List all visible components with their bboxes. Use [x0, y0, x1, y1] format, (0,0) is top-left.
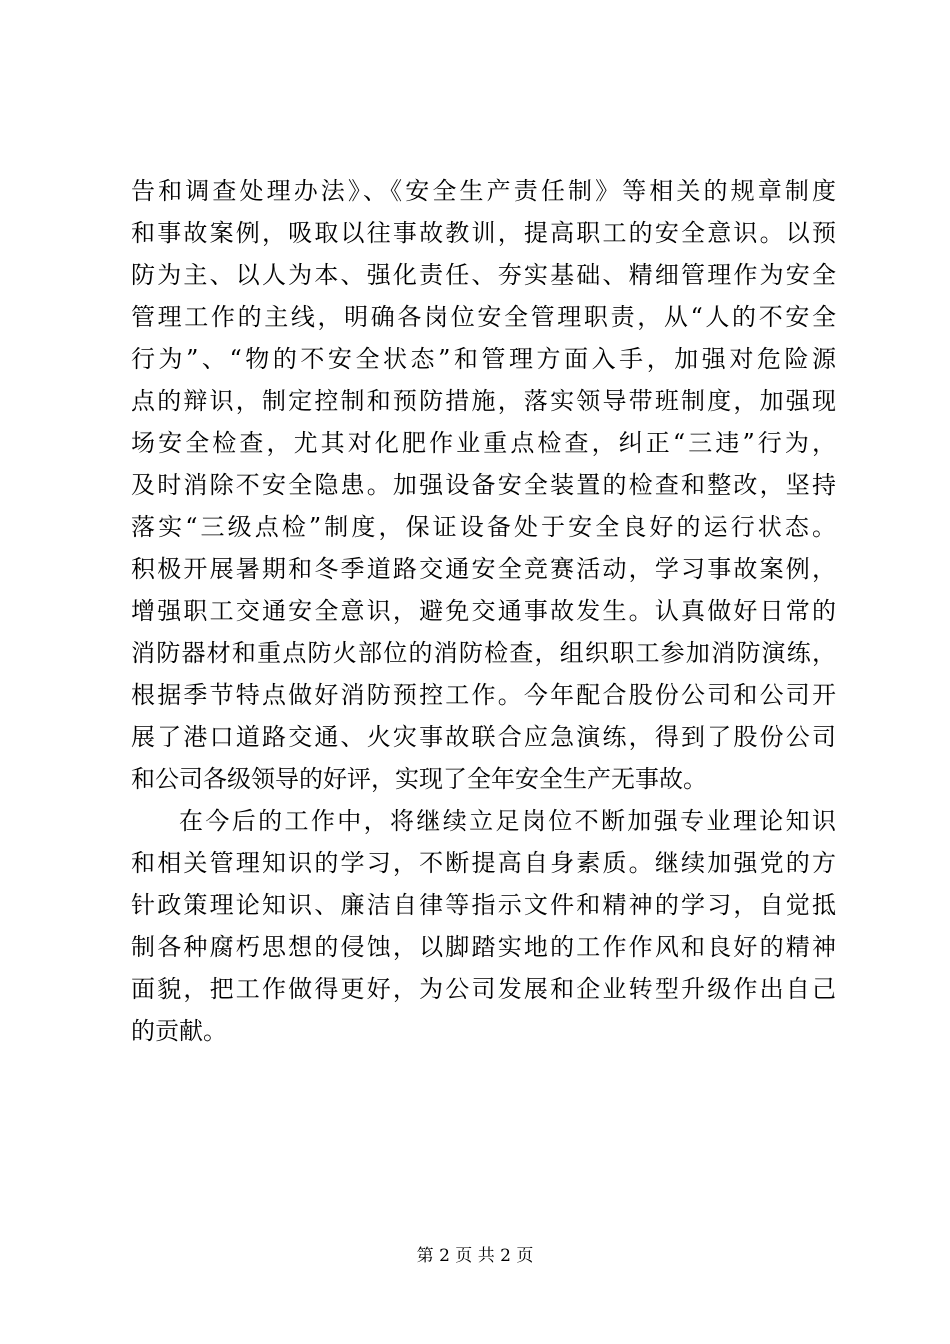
text-line: 和公司各级领导的好评，实现了全年安全生产无事故。: [131, 765, 707, 793]
text-line: 积极开展暑期和冬季道路交通安全竞赛活动，学习事故案例，: [131, 555, 836, 583]
text-line: 增强职工交通安全意识，避免交通事故发生。认真做好日常的: [131, 597, 836, 625]
text-line: 和相关管理知识的学习，不断提高自身素质。继续加强党的方: [131, 849, 836, 877]
text-line: 落实“三级点检”制度，保证设备处于安全良好的运行状态。: [131, 513, 836, 541]
text-line: 消防器材和重点防火部位的消防检查，组织职工参加消防演练，: [131, 639, 836, 667]
text-line: 及时消除不安全隐患。加强设备安全装置的检查和整改，坚持: [131, 471, 836, 499]
text-line: 和事故案例，吸取以往事故教训，提高职工的安全意识。以预: [131, 219, 836, 247]
text-line: 的贡献。: [131, 1017, 227, 1045]
page-footer: [0, 1244, 950, 1268]
text-line: 在今后的工作中，将继续立足岗位不断加强专业理论知识: [179, 807, 836, 835]
page-number-label: 第 2 页 共 2 页: [416, 1246, 534, 1266]
paragraph-1: [131, 170, 836, 800]
text-line: 行为”、“物的不安全状态”和管理方面入手，加强对危险源: [131, 345, 836, 373]
text-line: 根据季节特点做好消防预控工作。今年配合股份公司和公司开: [131, 681, 836, 709]
text-line: 防为主、以人为本、强化责任、夯实基础、精细管理作为安全: [131, 261, 836, 289]
paragraph-2: [131, 800, 836, 1052]
text-line: 面貌，把工作做得更好，为公司发展和企业转型升级作出自己: [131, 975, 836, 1003]
text-line: 告和调查处理办法》、《安全生产责任制》等相关的规章制度: [131, 177, 836, 205]
text-line: 点的辩识，制定控制和预防措施，落实领导带班制度，加强现: [131, 387, 836, 415]
text-line: 针政策理论知识、廉洁自律等指示文件和精神的学习，自觉抵: [131, 891, 836, 919]
text-line: 场安全检查，尤其对化肥作业重点检查，纠正“三违”行为，: [131, 429, 836, 457]
document-body: [131, 170, 836, 1052]
text-line: 制各种腐朽思想的侵蚀，以脚踏实地的工作作风和良好的精神: [131, 933, 836, 961]
text-line: 展了港口道路交通、火灾事故联合应急演练，得到了股份公司: [131, 723, 836, 751]
text-line: 管理工作的主线，明确各岗位安全管理职责，从“人的不安全: [131, 303, 836, 331]
